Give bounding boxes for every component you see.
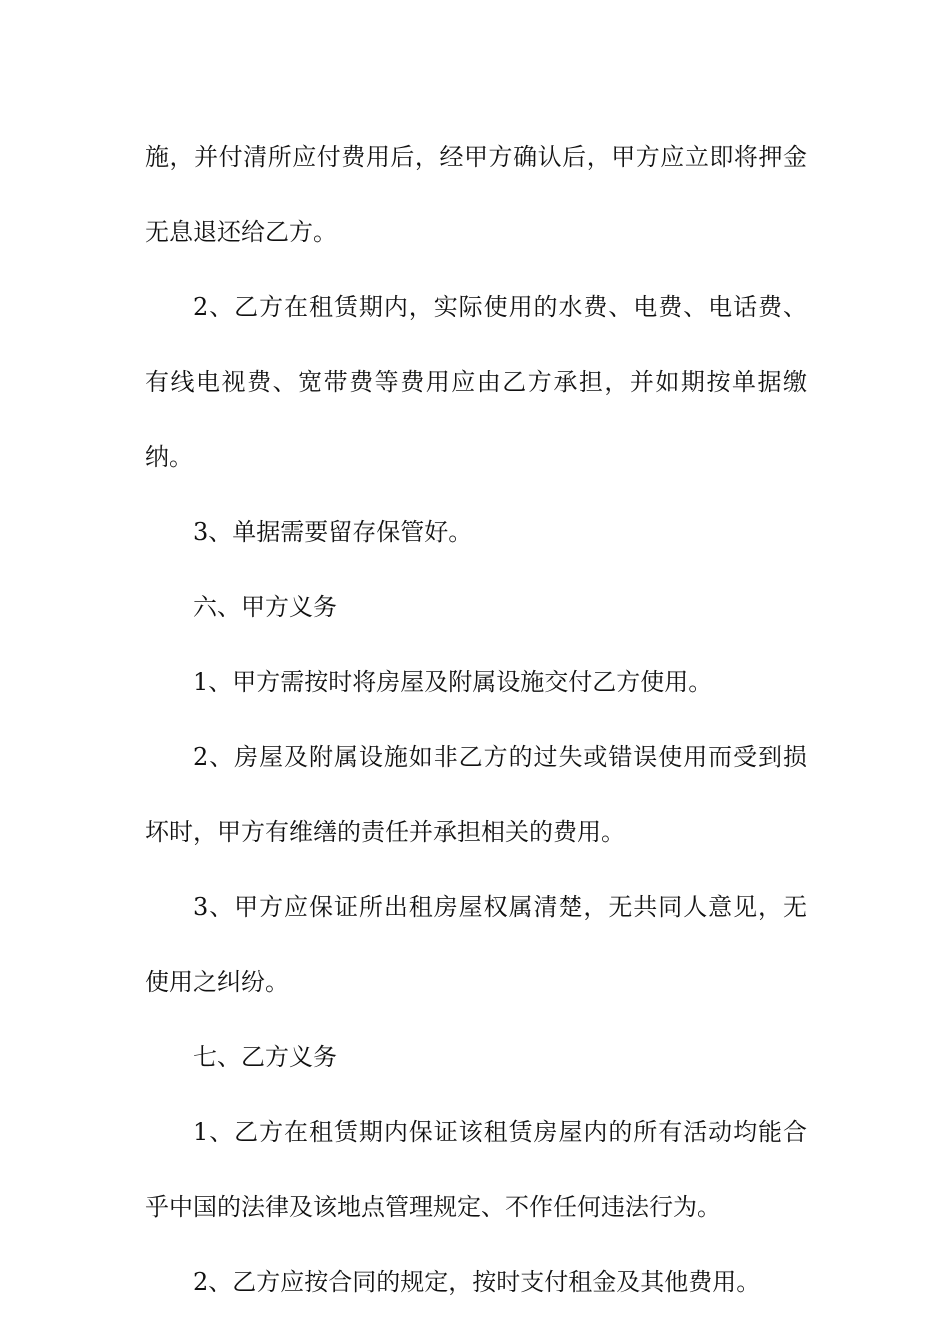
- paragraph-deposit-refund-continued: 施，并付清所应付费用后，经甲方确认后，甲方应立即将押金无息退还给乙方。: [145, 143, 807, 246]
- paragraph-keep-receipts: 3、单据需要留存保管好。: [193, 518, 473, 546]
- paragraph-tenant-lawful-activities: 1、乙方在租赁期内保证该租赁房屋内的所有活动均能合乎中国的法律及该地点管理规定、不作任何违法行为。: [145, 1118, 807, 1221]
- section-heading-tenant-obligations: 七、乙方义务: [193, 1043, 337, 1071]
- document-body: [145, 120, 807, 1320]
- paragraph-tenant-pay-rent: 2、乙方应按合同的规定，按时支付租金及其他费用。: [193, 1268, 761, 1296]
- paragraph-landlord-title-guarantee: 3、甲方应保证所出租房屋权属清楚，无共同人意见，无使用之纠纷。: [145, 893, 807, 996]
- paragraph-landlord-repairs: 2、房屋及附属设施如非乙方的过失或错误使用而受到损坏时，甲方有维缮的责任并承担相关的费用。: [145, 743, 807, 846]
- paragraph-landlord-delivery: 1、甲方需按时将房屋及附属设施交付乙方使用。: [193, 668, 713, 696]
- section-heading-landlord-obligations: 六、甲方义务: [193, 593, 337, 621]
- paragraph-tenant-utility-fees: 2、乙方在租赁期内，实际使用的水费、电费、电话费、有线电视费、宽带费等费用应由乙方承担，并如期按单据缴纳。: [145, 293, 807, 471]
